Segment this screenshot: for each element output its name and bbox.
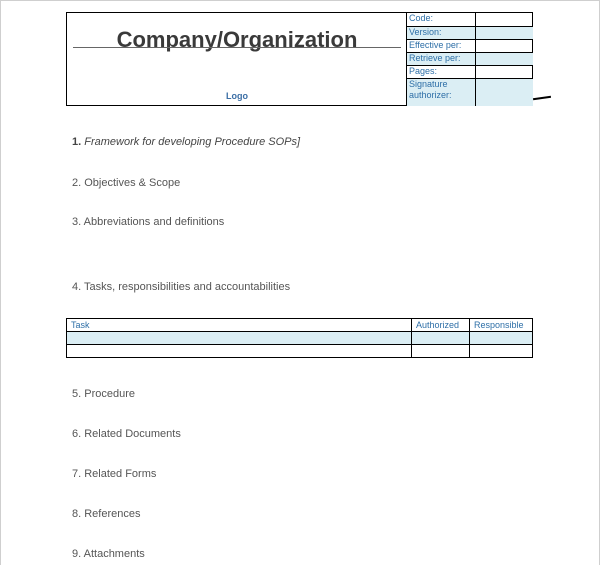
company-title[interactable]: Company/Organization xyxy=(116,27,358,52)
meta-row-effective xyxy=(407,39,533,52)
authorized-cell[interactable] xyxy=(412,332,470,345)
meta-value-pages[interactable] xyxy=(475,65,533,78)
table-row xyxy=(67,332,533,345)
document-header xyxy=(66,12,533,106)
authorized-cell[interactable] xyxy=(412,345,470,358)
company-area xyxy=(67,13,407,105)
meta-value-retrieve[interactable] xyxy=(475,52,533,65)
section-4-heading[interactable]: 4. Tasks, responsibilities and accountabilities xyxy=(72,281,291,293)
meta-value-version[interactable] xyxy=(475,26,533,39)
table-row xyxy=(67,345,533,358)
task-table-header xyxy=(67,319,533,332)
meta-label: Signature authorizer: xyxy=(407,78,475,106)
meta-label: Pages: xyxy=(407,65,475,78)
meta-label: Effective per: xyxy=(407,39,475,52)
header-authorized: Authorized xyxy=(412,319,470,332)
section-3-heading[interactable]: 3. Abbreviations and definitions xyxy=(72,216,225,228)
meta-value-signature[interactable] xyxy=(475,78,533,106)
document-meta-table xyxy=(407,13,533,106)
meta-value-code[interactable] xyxy=(475,13,533,26)
meta-row-retrieve xyxy=(407,52,533,65)
responsible-cell[interactable] xyxy=(470,332,533,345)
section-1-heading[interactable] xyxy=(72,136,300,148)
section-5-heading[interactable]: 5. Procedure xyxy=(72,388,135,400)
responsible-cell[interactable] xyxy=(470,345,533,358)
task-table xyxy=(66,318,533,358)
meta-row-code xyxy=(407,13,533,26)
section-number: 1. xyxy=(72,136,82,148)
section-8-heading[interactable]: 8. References xyxy=(72,508,141,520)
section-2-heading[interactable]: 2. Objectives & Scope xyxy=(72,177,181,189)
meta-row-version xyxy=(407,26,533,39)
section-9-heading[interactable]: 9. Attachments xyxy=(72,548,145,560)
meta-row-signature xyxy=(407,78,533,106)
section-7-heading[interactable]: 7. Related Forms xyxy=(72,468,157,480)
section-6-heading[interactable]: 6. Related Documents xyxy=(72,428,181,440)
meta-label: Version: xyxy=(407,26,475,39)
logo-placeholder[interactable]: Logo xyxy=(226,91,248,101)
title-underline xyxy=(73,47,401,48)
header-task: Task xyxy=(67,319,412,332)
task-cell[interactable] xyxy=(67,332,412,345)
meta-row-pages xyxy=(407,65,533,78)
task-cell[interactable] xyxy=(67,345,412,358)
meta-label: Retrieve per: xyxy=(407,52,475,65)
meta-label: Code: xyxy=(407,13,475,26)
section-title: Framework for developing Procedure SOPs] xyxy=(84,136,301,148)
header-responsible: Responsible xyxy=(470,319,533,332)
meta-value-effective[interactable] xyxy=(475,39,533,52)
